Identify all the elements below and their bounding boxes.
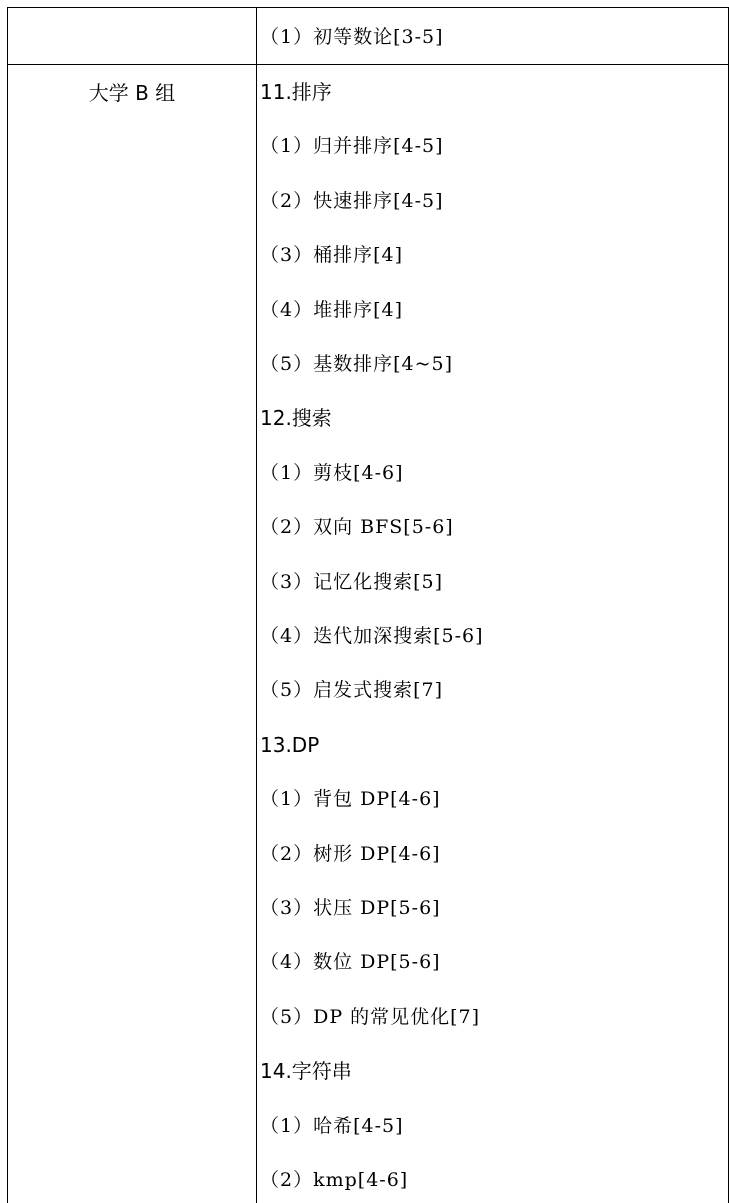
topic-item: （4）堆排序[4]	[260, 299, 404, 321]
topic-item: （4）迭代加深搜索[5-6]	[260, 625, 484, 647]
topic-item: （2）双向 BFS[5-6]	[260, 516, 454, 538]
topic-item: （5）DP 的常见优化[7]	[260, 1006, 481, 1028]
topic-item: （5）基数排序[4~5]	[260, 353, 454, 375]
section-heading: 11.排序	[260, 80, 332, 104]
topic-item: （2）kmp[4-6]	[260, 1169, 409, 1191]
column-divider	[256, 8, 257, 1203]
topic-item: （3）桶排序[4]	[260, 244, 404, 266]
topic-item: （5）启发式搜索[7]	[260, 679, 444, 701]
topic-item: （3）状压 DP[5-6]	[260, 897, 441, 919]
section-heading: 12.搜索	[260, 406, 332, 430]
topic-item: （2）树形 DP[4-6]	[260, 843, 441, 865]
topic-item: （3）记忆化搜索[5]	[260, 571, 444, 593]
topic-item: （1）剪枝[4-6]	[260, 462, 404, 484]
section-heading: 13.DP	[260, 733, 320, 757]
topic-item: （2）快速排序[4-5]	[260, 190, 444, 212]
section-heading: 14.字符串	[260, 1059, 352, 1083]
topic-item: （1）哈希[4-5]	[260, 1115, 404, 1137]
group-label: 大学 B 组	[88, 81, 176, 105]
row-divider	[8, 64, 728, 65]
topic-item: （4）数位 DP[5-6]	[260, 951, 441, 973]
topic-item: （1）背包 DP[4-6]	[260, 788, 441, 810]
topic-item: （1）归并排序[4-5]	[260, 135, 444, 157]
top-row-item: （1）初等数论[3-5]	[260, 26, 444, 48]
